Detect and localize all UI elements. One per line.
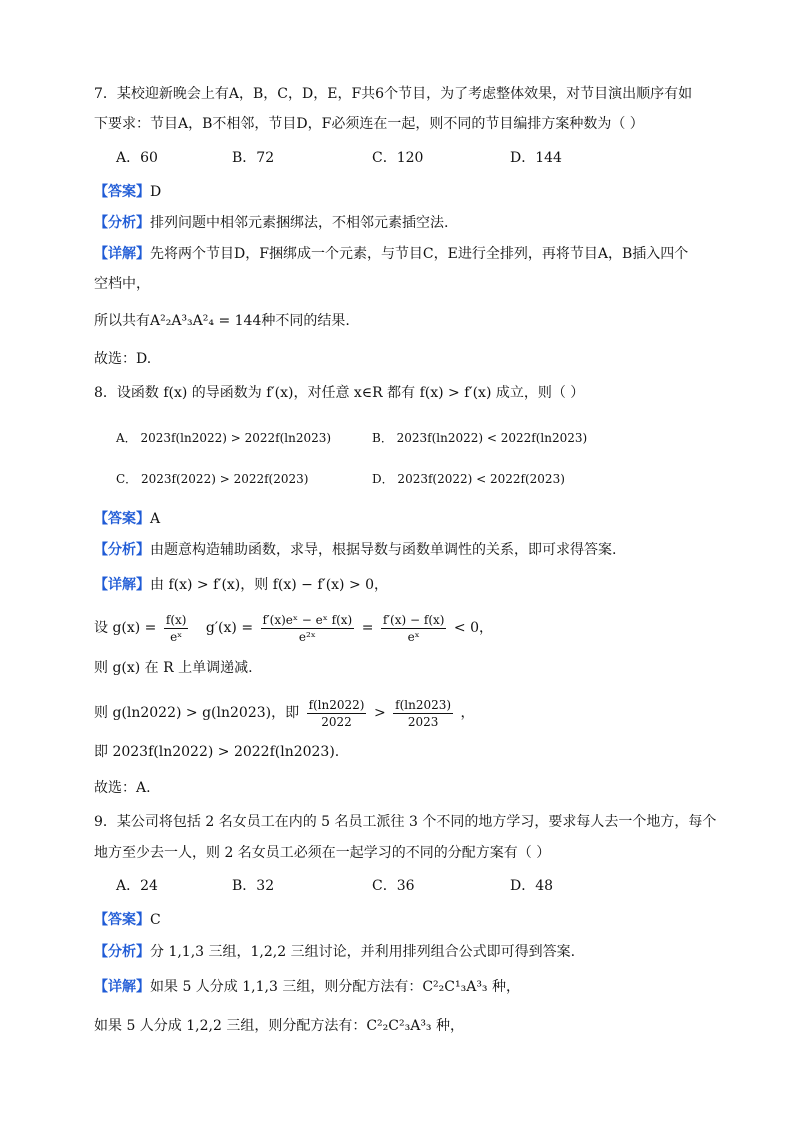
analysis-tag: 【分析】 [94, 944, 150, 960]
q9-analysis [94, 942, 575, 962]
analysis-text: 排列问题中相邻元素捆绑法，不相邻元素插空法. [150, 215, 449, 231]
gp2-denominator: eˣ [407, 629, 420, 644]
q8-option-d: D． 2023f(2022) < 2022f(2023) [372, 472, 565, 486]
detail-text: 如果 5 人分成 1,1,3 三组，则分配方法有：C²₂C¹₃A³₃ 种， [150, 979, 520, 995]
ratio-prefix: 则 g(ln2022) > g(ln2023)，即 [94, 705, 300, 721]
g-fraction [164, 612, 189, 645]
q7-detail-line3: 所以共有A²₂A³₃A²₄ = 144种不同的结果. [94, 313, 350, 329]
analysis-tag: 【分析】 [94, 542, 150, 558]
q7-option-d: D．144 [510, 150, 562, 166]
gp2-numerator: f′(x) − f(x) [382, 612, 445, 627]
q7-detail-line1 [94, 244, 688, 264]
q8-option-a: A． 2023f(ln2022) > 2022f(ln2023) [116, 431, 332, 445]
q8-detail-line2 [94, 610, 493, 646]
ratio2-fraction [393, 697, 453, 730]
g-denominator: eˣ [170, 629, 183, 644]
analysis-tag: 【分析】 [94, 215, 150, 231]
q8-option-b: B． 2023f(ln2022) < 2022f(ln2023) [372, 431, 588, 445]
q8-answer [94, 509, 160, 529]
q8-detail-line1 [94, 575, 388, 595]
q7-answer [94, 182, 161, 202]
ratio2-denominator: 2023 [407, 714, 439, 729]
gp-label: g′(x) = [205, 620, 254, 636]
answer-value: D [150, 184, 162, 200]
g-numerator: f(x) [165, 612, 187, 627]
q9-option-a: A．24 [116, 878, 158, 894]
gp-numerator: f′(x)eˣ − eˣ f(x) [262, 612, 353, 627]
ratio2-numerator: f(ln2023) [395, 697, 452, 712]
g-def-prefix: 设 g(x) = [94, 620, 157, 636]
gp-fraction [261, 612, 355, 645]
q7-option-c: C．120 [372, 150, 424, 166]
answer-tag: 【答案】 [94, 912, 150, 928]
detail-text: 由 f(x) > f′(x)，则 f(x) − f′(x) > 0， [150, 577, 389, 593]
detail-tag: 【详解】 [94, 246, 150, 262]
q7-conclusion: 故选：D. [94, 351, 152, 367]
q9-option-b: B．32 [232, 878, 275, 894]
q9-stem-line2: 地方至少去一人，则 2 名女员工必须在一起学习的不同的分配方案有（ ） [94, 845, 551, 861]
answer-tag: 【答案】 [94, 511, 150, 527]
q7-analysis [94, 213, 448, 233]
q8-analysis [94, 540, 616, 560]
answer-value: A [150, 511, 161, 527]
answer-value: C [150, 912, 161, 928]
ratio1-fraction [307, 697, 367, 730]
ratio1-numerator: f(ln2022) [308, 697, 365, 712]
q8-detail-line5: 即 2023f(ln2022) > 2022f(ln2023). [94, 744, 340, 760]
q9-answer [94, 910, 161, 930]
q9-option-d: D．48 [510, 878, 554, 894]
gp-denominator: e²ˣ [298, 629, 316, 644]
detail-tag: 【详解】 [94, 577, 150, 593]
detail-tag: 【详解】 [94, 979, 150, 995]
q8-option-c: C． 2023f(2022) > 2022f(2023) [116, 472, 309, 486]
q9-detail-line1 [94, 977, 520, 997]
ratio1-denominator: 2022 [321, 714, 352, 729]
q9-option-c: C．36 [372, 878, 415, 894]
q7-stem-line1: 7．某校迎新晚会上有A，B，C，D，E，F共6个节目，为了考虑整体效果，对节目演出顺序有如 [94, 86, 693, 102]
gp-tail: < 0， [453, 620, 493, 636]
ratio-gt: > [373, 705, 386, 721]
detail-text: 先将两个节目D，F捆绑成一个元素，与节目C，E进行全排列，再将节目A，B插入四个 [150, 246, 689, 262]
q7-stem-line2: 下要求：节目A，B不相邻，节目D，F必须连在一起，则不同的节目编排方案种数为（ ） [94, 116, 644, 132]
q9-stem-line1: 9．某公司将包括 2 名女员工在内的 5 名员工派往 3 个不同的地方学习，要求每人去一个地方，每个 [94, 814, 717, 830]
q8-detail-line4 [94, 695, 475, 731]
q8-conclusion: 故选：A. [94, 780, 151, 796]
ratio-tail: ， [460, 705, 475, 721]
q8-stem: 8．设函数 f(x) 的导函数为 f′(x)，对任意 x∈R 都有 f(x) > f′(x) 成立，则（ ） [94, 385, 585, 401]
q7-option-b: B．72 [232, 150, 275, 166]
q8-detail-line3: 则 g(x) 在 R 上单调递减. [94, 660, 253, 676]
analysis-text: 分 1,1,3 三组，1,2,2 三组讨论，并利用排列组合公式即可得到答案. [150, 944, 576, 960]
answer-tag: 【答案】 [94, 184, 150, 200]
gp-equals: = [361, 620, 374, 636]
q9-detail-line2: 如果 5 人分成 1,2,2 三组，则分配方法有：C²₂C²₃A³₃ 种， [94, 1018, 464, 1034]
q7-detail-line2: 空档中， [94, 276, 150, 292]
gp2-fraction [381, 612, 447, 645]
q7-option-a: A．60 [116, 150, 158, 166]
analysis-text: 由题意构造辅助函数，求导，根据导数与函数单调性的关系，即可求得答案. [150, 542, 617, 558]
